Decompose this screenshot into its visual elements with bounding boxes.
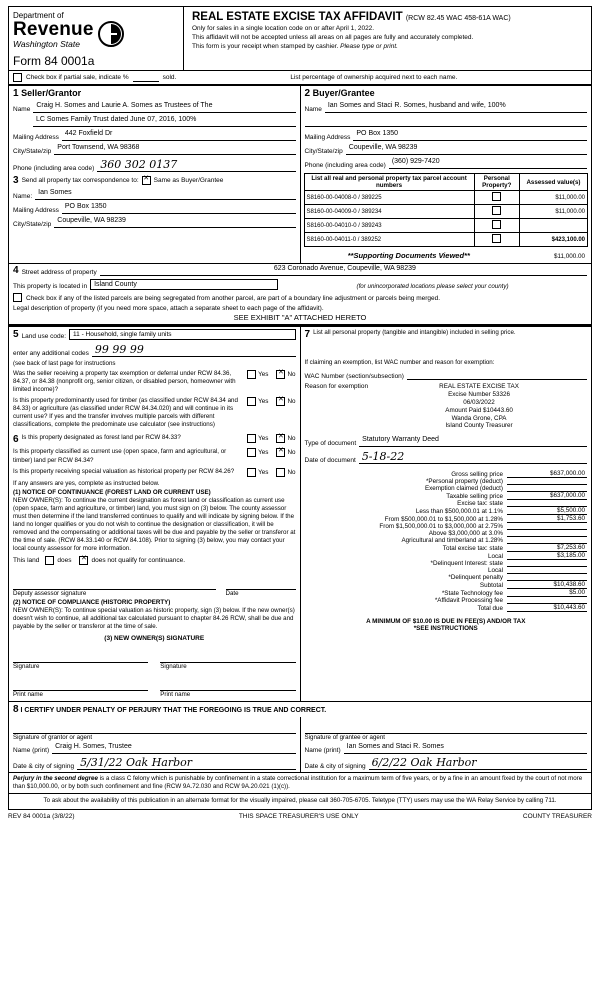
does-qualify-checkbox[interactable] bbox=[45, 556, 54, 565]
street-address-row: 4 Street address of property 623 Coronado Avenue, Coupeville, WA 98239 bbox=[9, 264, 591, 278]
calc-value[interactable]: $1,753.60 bbox=[507, 515, 587, 523]
revenue-wordmark: Revenue bbox=[13, 19, 94, 40]
calculation-block bbox=[301, 466, 592, 612]
legal-description-value[interactable]: SEE EXHIBIT "A" ATTACHED HERETO bbox=[9, 312, 591, 325]
state-label: Washington State bbox=[13, 39, 80, 49]
parcel-number[interactable]: S8160-00-04009-0 / 389234 bbox=[304, 205, 474, 219]
does-not-qualify-checkbox[interactable] bbox=[79, 556, 88, 565]
parcel-col-header: List all real and personal property tax parcel account numbers bbox=[304, 174, 474, 191]
q3-yes[interactable]: Yes bbox=[247, 434, 268, 443]
subtitle-line-3-italic: Please type or print. bbox=[340, 42, 398, 50]
q1-yes[interactable]: Yes bbox=[247, 370, 268, 379]
personal-property-input[interactable] bbox=[301, 342, 592, 358]
grantor-name-input[interactable]: Craig H. Somes, Trustee bbox=[52, 743, 295, 754]
buyer-column bbox=[300, 85, 593, 264]
buyer-name-row: Name Ian Somes and Staci R. Somes, husband and wife, 100% bbox=[301, 101, 592, 115]
parties-section bbox=[8, 85, 592, 264]
calc-value[interactable] bbox=[507, 566, 587, 567]
grantee-signature-label: Signature of grantee or agent bbox=[304, 734, 385, 742]
personal-col-header: Personal Property? bbox=[474, 174, 519, 191]
parcel-number[interactable]: S8160-00-04011-0 / 389252 bbox=[304, 233, 474, 247]
calc-value[interactable]: $5,500.00 bbox=[507, 507, 587, 515]
partial-sale-sold-label: sold. bbox=[162, 74, 177, 81]
q5-yes[interactable]: Yes bbox=[247, 468, 268, 477]
property-section bbox=[8, 264, 592, 326]
calc-label: *Affidavit Processing fee bbox=[434, 597, 503, 605]
subtitle-line-2: This affidavit will not be accepted unless all areas on all pages are fully and accurately completed. bbox=[192, 33, 474, 41]
supporting-documents-note: **Supporting Documents Viewed** bbox=[347, 251, 470, 260]
q2-no[interactable]: ✕ No bbox=[276, 397, 295, 406]
calc-value[interactable] bbox=[507, 536, 587, 537]
notice-continuance-body: NEW OWNER(S): To continue the current designation as forest land or classification as current use (open space, farm and agriculture, or timber) land, you must sign on (3) below. The county assessor must then determine if the land transferred continues to qualify and will indicate by signing below. If the land no longer qualifies or you do not wish to continue the designation or classification, it will be removed and the compensating or additional taxes will be due and payable by the seller or transferor at the time of sale. (RCW 84.33.140 or RCW 84.108). Prior to signing (3) below, you may contact your local county assessor for more information. bbox=[13, 496, 296, 552]
notice-compliance-title: (2) NOTICE OF COMPLIANCE (HISTORIC PROPERTY) bbox=[13, 599, 171, 607]
exemption-stamp: REAL ESTATE EXCISE TAX Excise Number 53326 06/03/2022 Amount Paid $10443.60 Wanda Grone, CPA Island County Treasurer bbox=[439, 383, 519, 430]
question-1-row bbox=[9, 368, 300, 396]
calc-label: Subtotal bbox=[479, 582, 503, 590]
assessed-value[interactable] bbox=[519, 219, 587, 233]
footer-center: THIS SPACE TREASURER'S USE ONLY bbox=[238, 812, 359, 820]
certify-heading: 8 I CERTIFY UNDER PENALTY OF PERJURY THAT THE FOREGOING IS TRUE AND CORRECT. bbox=[13, 704, 327, 716]
date-city-label: Date & city of signing bbox=[13, 763, 75, 771]
print-name-label: Print name bbox=[13, 691, 43, 699]
agency-block bbox=[9, 7, 184, 70]
landuse-exemption-section bbox=[8, 326, 592, 702]
landuse-code-select[interactable]: 11 - Household, single family units bbox=[69, 329, 295, 340]
legal-description-label: Legal description of property (if you need more space, attach a separate sheet to each page of the affidavit). bbox=[13, 305, 324, 312]
q3-no[interactable]: ✕ No bbox=[276, 434, 295, 443]
partial-sale-label: Check box if partial sale, indicate % bbox=[26, 74, 129, 81]
parcel-table-wrap bbox=[301, 171, 592, 249]
exemption-calc-column bbox=[300, 326, 593, 702]
print-name-label: Print name bbox=[160, 691, 191, 699]
corr-mailing-row: Mailing Address PO Box 1350 bbox=[9, 202, 300, 216]
buyer-name-input[interactable]: Ian Somes and Staci R. Somes, husband and wife, 100% bbox=[325, 102, 587, 113]
notice-continuance-title: (1) NOTICE OF CONTINUANCE (FOREST LAND OR CURRENT USE) bbox=[13, 488, 211, 496]
buyer-mailing-row: Mailing Address PO Box 1350 bbox=[301, 129, 592, 143]
table-row bbox=[304, 219, 588, 233]
q1-no[interactable]: ✕ No bbox=[276, 370, 295, 379]
buyer-name-input-2[interactable] bbox=[305, 116, 588, 127]
seller-phone-input[interactable]: 360 302 0137 bbox=[97, 158, 295, 172]
parcel-table bbox=[304, 173, 589, 247]
correspondence-row: 3 Send all property tax correspondence to: ✕ Same as Buyer/Grantee bbox=[9, 174, 300, 188]
assessed-col-header: Assessed value(s) bbox=[519, 174, 587, 191]
buyer-heading: 2 Buyer/Grantee bbox=[304, 88, 375, 99]
minimum-fee-note: A MINIMUM OF $10.00 IS DUE IN FEE(S) AND/OR TAX bbox=[366, 618, 526, 626]
does-not-label: does not qualify for continuance. bbox=[91, 557, 186, 565]
question-5-row bbox=[9, 467, 300, 479]
calc-value[interactable]: $637,000.00 bbox=[507, 470, 587, 478]
calc-label: *Personal property (deduct) bbox=[425, 478, 503, 486]
question-2-row bbox=[9, 396, 300, 431]
calc-label: Above $3,000,000 at 3.0% bbox=[428, 530, 503, 538]
new-owner-print-row bbox=[9, 670, 300, 701]
form-footer bbox=[8, 810, 592, 820]
form-number: Form 84 0001a bbox=[13, 54, 95, 68]
segregation-checkbox[interactable] bbox=[13, 293, 22, 302]
seller-name-input[interactable]: Craig H. Somes and Laurie A. Somes as Trustees of The bbox=[33, 102, 295, 113]
subtitle-line-1: Only for sales in a single location code on or after April 1, 2022. bbox=[192, 25, 375, 32]
grantee-signature-field[interactable] bbox=[305, 717, 588, 734]
corr-mailing-input[interactable]: PO Box 1350 bbox=[62, 203, 296, 214]
calc-value[interactable]: $7,253.60 bbox=[507, 544, 587, 552]
assessed-value[interactable]: $423,100.00 bbox=[519, 233, 587, 247]
personal-property-checkbox[interactable] bbox=[474, 205, 519, 219]
calc-value[interactable]: $10,438.60 bbox=[507, 581, 587, 589]
calc-label: From $1,500,000.01 to $3,000,000 at 2.75% bbox=[379, 523, 503, 531]
footer-right: COUNTY TREASURER bbox=[522, 812, 592, 820]
form-header bbox=[8, 6, 592, 85]
calc-label: Local bbox=[487, 567, 503, 575]
assessed-value[interactable]: $11,000.00 bbox=[519, 205, 587, 219]
additional-codes-row: enter any additional codes 99 99 99 bbox=[9, 342, 300, 359]
name-print-label: Name (print) bbox=[13, 747, 50, 755]
continuance-qualify-row bbox=[9, 554, 300, 567]
personal-property-list-label: List all personal property (tangible and intangible) included in selling price. bbox=[313, 329, 516, 336]
deputy-assessor-row bbox=[9, 567, 300, 597]
ownership-note: List percentage of ownership acquired next to each name. bbox=[290, 74, 458, 81]
question-5-text: Is this property receiving special valuation as historical property per RCW 84.26? bbox=[13, 467, 235, 475]
notice-compliance-body: NEW OWNER(S): To continue special valuation as historic property, sign (3) below. If the new owner(s) doesn't wish to continue, all additional tax calculated pursuant to chapter 84.26 RCW, shall be due and payable by the seller or transferor at the time of sale. bbox=[13, 607, 295, 631]
seller-mailing-row: Mailing Address 442 Foxfield Dr bbox=[9, 129, 300, 143]
unincorporated-note: (for unincorporated locations please select your county) bbox=[356, 283, 509, 290]
calc-label: *Delinquent penalty bbox=[448, 574, 503, 582]
question-4-text: Is this property classified as current use (open space, farm and agricultural, or timber) land per RCW 84.34? bbox=[13, 448, 227, 464]
this-land-label: This land bbox=[13, 557, 40, 565]
personal-property-checkbox[interactable] bbox=[474, 191, 519, 205]
corr-name-row: Name: Ian Somes bbox=[9, 188, 300, 202]
deputy-assessor-date-field[interactable] bbox=[226, 577, 296, 590]
seller-city-row: City/State/zip Port Townsend, WA 98368 bbox=[9, 143, 300, 157]
calc-label: Excise tax: state bbox=[457, 500, 503, 508]
signature-label: Signature bbox=[160, 663, 187, 671]
calc-label: Exemption claimed (deduct) bbox=[424, 485, 503, 493]
calc-label: Gross selling price bbox=[451, 471, 503, 479]
calc-value[interactable]: $3,185.00 bbox=[507, 552, 587, 560]
partial-sale-row bbox=[9, 70, 591, 84]
calc-label: Taxable selling price bbox=[446, 493, 503, 501]
seller-phone-row: Phone (including area code) 360 302 0137 bbox=[9, 157, 300, 174]
calc-value[interactable] bbox=[507, 529, 587, 530]
q4-no[interactable]: ✕ No bbox=[276, 448, 295, 457]
table-row bbox=[304, 233, 588, 247]
calc-label: Less than $500,000.01 at 1.1% bbox=[415, 508, 503, 516]
question-4-row bbox=[9, 447, 300, 466]
county-select[interactable]: Island County bbox=[90, 279, 278, 290]
signature-label: Signature bbox=[13, 663, 40, 671]
calc-value[interactable]: $10,443.60 bbox=[507, 604, 587, 612]
calc-label: Agricultural and timberland at 1.28% bbox=[401, 537, 503, 545]
personal-property-list-row: 7 List all personal property (tangible and intangible) included in selling price. bbox=[301, 327, 592, 342]
partial-sale-checkbox[interactable] bbox=[13, 73, 22, 82]
exemption-claim-label: If claiming an exemption, list WAC number and reason for exemption: bbox=[304, 359, 495, 366]
alternate-format-note: To ask about the availability of this publication in an alternate format for the visually impaired, please call 360-705-6705. Teletype (TTY) users may use the WA Relay Service by calling 711. bbox=[9, 793, 591, 808]
document-date-input[interactable]: 5-18-22 bbox=[359, 450, 587, 464]
new-owner-signature-row bbox=[9, 644, 300, 670]
grantee-name-input[interactable]: Ian Somes and Staci R. Somes bbox=[344, 743, 587, 754]
table-row bbox=[304, 191, 588, 205]
new-owner-signature-field-1[interactable] bbox=[13, 650, 148, 663]
document-date-row: Date of document 5-18-22 bbox=[301, 449, 592, 466]
q2-yes[interactable]: Yes bbox=[247, 397, 268, 406]
question-3-text: Is this property designated as forest land per RCW 84.33? bbox=[21, 434, 181, 442]
parcel-number[interactable]: S8160-00-04010-0 / 389243 bbox=[304, 219, 474, 233]
grantor-signature-label: Signature of grantor or agent bbox=[13, 734, 93, 742]
seller-mailing-input[interactable]: 442 Foxfield Dr bbox=[62, 130, 296, 141]
grantor-signature-field[interactable] bbox=[13, 717, 296, 734]
new-owner-print-field-1[interactable] bbox=[13, 678, 148, 691]
calc-label: From $500,000.01 to $1,500,000 at 1.28% bbox=[384, 516, 503, 524]
calc-value[interactable] bbox=[507, 484, 587, 485]
title-block bbox=[184, 7, 591, 70]
segregation-row bbox=[9, 292, 591, 304]
revenue-logo-icon bbox=[98, 21, 124, 49]
date-label: Date bbox=[225, 590, 239, 598]
question-2-text: Is this property predominantly used for timber (as classified under RCW 84.34 and 84.33) or agriculture (as classified under RCW 84.34.020) and will continue in its current use? If yes and the transfer involves multiple parcels with different classifications, complete the predominate use calculator (see instructions) bbox=[13, 397, 238, 429]
document-type-row: Type of document Statutory Warranty Deed bbox=[301, 432, 592, 449]
calc-label: *Delinquent Interest: state bbox=[430, 560, 503, 568]
perjury-note: Perjury in the second degree is a class C felony which is punishable by confinement in a state correctional institution for a maximum term of five years, or by a fine in an amount fixed by the court of not more than $10,000.00, or by both such confinement and fine (RCW 9A.72.030 and RCW 9A.20.021 (1)(c)). bbox=[9, 772, 591, 793]
additional-codes-input[interactable]: 99 99 99 bbox=[92, 343, 296, 357]
grantor-date-city-input[interactable]: 5/31/22 Oak Harbor bbox=[77, 756, 295, 770]
grantee-date-city-input[interactable]: 6/2/22 Oak Harbor bbox=[369, 756, 587, 770]
landuse-row: 5 Land use code: 11 - Household, single family units bbox=[9, 327, 300, 342]
buyer-citystatezip-input[interactable]: Coupeville, WA 98239 bbox=[346, 144, 587, 155]
question-3-row: 6 Is this property designated as forest land per RCW 84.33? Yes ✕ No bbox=[9, 431, 300, 447]
q4-yes[interactable]: Yes bbox=[247, 448, 268, 457]
segregation-label: Check box if any of the listed parcels are being segregated from another parcel, are part of a boundary line adjustment or parcels being merged. bbox=[26, 295, 441, 302]
wac-number-input[interactable] bbox=[407, 369, 587, 380]
calc-value[interactable]: $637,000.00 bbox=[507, 492, 587, 500]
new-owner-signature-field-2[interactable] bbox=[160, 650, 295, 663]
street-address-input[interactable]: 623 Coronado Avenue, Coupeville, WA 98239 bbox=[100, 265, 587, 276]
see-instructions-note: *SEE INSTRUCTIONS bbox=[413, 625, 478, 633]
footer-left: REV 84 0001a (3/8/22) bbox=[8, 812, 75, 820]
if-yes-instruction: If any answers are yes, complete as instructed below. bbox=[13, 479, 160, 487]
parcel-number[interactable]: S8160-00-04008-0 / 389225 bbox=[304, 191, 474, 205]
exemption-reason-row: Reason for exemption REAL ESTATE EXCISE TAX Excise Number 53326 06/03/2022 Amount Paid $10443.60 Wanda Grone, CPA Island County Treasurer bbox=[301, 382, 592, 432]
form-title: REAL ESTATE EXCISE TAX AFFIDAVIT (RCW 82.45 WAC 458-61A WAC) bbox=[192, 11, 511, 23]
date-city-label: Date & city of signing bbox=[304, 763, 366, 771]
new-owner-signature-title: (3) NEW OWNER(S) SIGNATURE bbox=[104, 635, 205, 643]
deputy-assessor-signature-field[interactable] bbox=[13, 577, 216, 590]
legal-desc-label-row bbox=[9, 304, 591, 312]
grantor-signature-block bbox=[9, 717, 301, 772]
assessed-value[interactable]: $11,000.00 bbox=[519, 191, 587, 205]
q5-no[interactable]: No bbox=[276, 468, 295, 477]
calc-value[interactable]: $5.00 bbox=[507, 589, 587, 597]
seller-name-input-2[interactable]: LC Somes Family Trust dated June 07, 2016, 100% bbox=[33, 116, 296, 127]
buyer-phone-row: Phone (including area code) (360) 929-7420 bbox=[301, 157, 592, 171]
last-assessed-value: $11,000.00 bbox=[553, 253, 585, 260]
buyer-phone-input[interactable]: (360) 929-7420 bbox=[389, 158, 587, 169]
same-as-buyer-checkbox[interactable] bbox=[142, 176, 151, 185]
same-as-buyer-label: Same as Buyer/Grantee bbox=[153, 177, 224, 184]
landuse-instructions: (see back of last page for instructions bbox=[13, 360, 116, 367]
personal-property-checkbox[interactable] bbox=[474, 233, 519, 247]
name-print-label: Name (print) bbox=[304, 747, 341, 755]
seller-heading: 1 Seller/Grantor bbox=[13, 88, 82, 99]
landuse-column bbox=[8, 326, 300, 702]
calc-label: Total due bbox=[477, 605, 503, 613]
department-label: Department of bbox=[13, 11, 64, 20]
corr-citystatezip-input[interactable]: Coupeville, WA 98239 bbox=[54, 217, 295, 228]
seller-name-row-2 bbox=[9, 115, 300, 129]
corr-city-row: City/State/zip Coupeville, WA 98239 bbox=[9, 216, 300, 230]
corr-name-input[interactable]: Ian Somes bbox=[35, 189, 295, 200]
buyer-mailing-input[interactable]: PO Box 1350 bbox=[353, 130, 587, 141]
calc-label: Total excise tax: state bbox=[442, 545, 503, 553]
document-type-input[interactable]: Statutory Warranty Deed bbox=[359, 436, 587, 447]
buyer-name-row-2 bbox=[301, 115, 592, 129]
buyer-city-row: City/State/zip Coupeville, WA 98239 bbox=[301, 143, 592, 157]
new-owner-print-field-2[interactable] bbox=[160, 678, 295, 691]
certification-section bbox=[8, 702, 592, 809]
form-title-rcw: (RCW 82.45 WAC 458-61A WAC) bbox=[405, 15, 511, 22]
wac-number-row: WAC Number (section/subsection) bbox=[301, 368, 592, 382]
question-1-text: Was the seller receiving a property tax exemption or deferral under RCW 84.36, 84.37, or 84.38 (nonprofit org, senior citizen, or disabled person, homeowner with limited income)? bbox=[13, 370, 236, 394]
calc-label: *State Technology fee bbox=[441, 590, 503, 598]
seller-name-row: Name Craig H. Somes and Laurie A. Somes as Trustees of The bbox=[9, 101, 300, 115]
deputy-assessor-label: Deputy assessor signature bbox=[13, 590, 87, 598]
personal-property-checkbox[interactable] bbox=[474, 219, 519, 233]
table-row bbox=[304, 205, 588, 219]
calc-label: Local bbox=[487, 553, 503, 561]
partial-sale-percent-input[interactable] bbox=[133, 74, 159, 82]
does-label: does bbox=[57, 557, 72, 565]
seller-citystatezip-input[interactable]: Port Townsend, WA 98368 bbox=[54, 144, 295, 155]
located-in-row: This property is located in Island County (for unincorporated locations please select your county) bbox=[9, 278, 591, 292]
grantee-signature-block bbox=[301, 717, 592, 772]
seller-column bbox=[8, 85, 300, 264]
subtitle-line-3: This form is your receipt when stamped by cashier. bbox=[192, 42, 339, 50]
calc-value[interactable] bbox=[507, 573, 587, 574]
